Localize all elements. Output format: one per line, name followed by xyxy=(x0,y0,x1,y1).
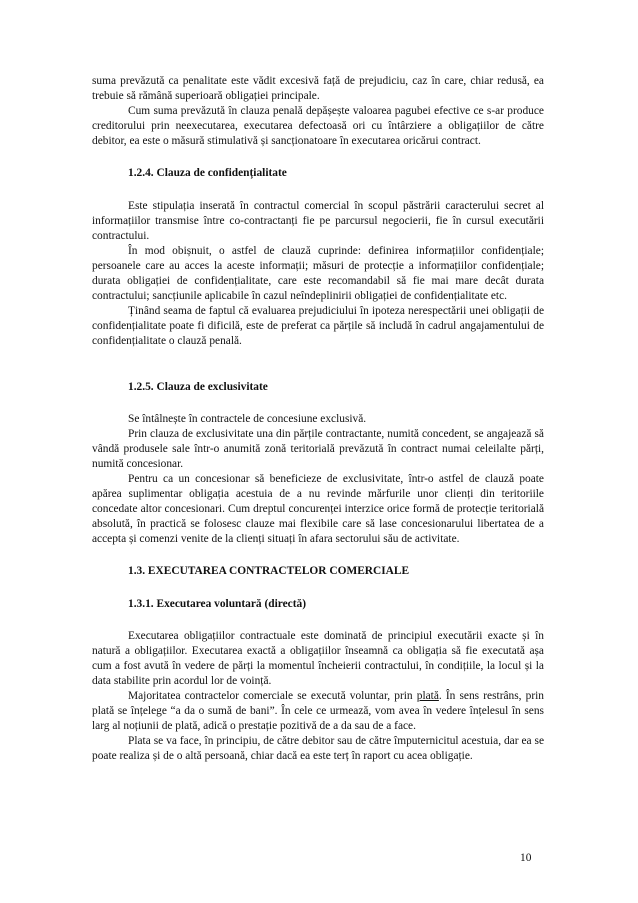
paragraph: Prin clauza de exclusivitate una din părțile contractante, numită concedent, se angajează să vândă produsele sale într-o anumită zonă teritorială prevăzută în contract numai celeilalte părți, numită concesionar. xyxy=(92,427,544,470)
page-number: 10 xyxy=(520,852,532,864)
paragraph: suma prevăzută ca penalitate este vădit excesivă față de prejudiciu, caz în care, chiar redusă, ea trebuie să rămână superioară obligației principale. xyxy=(92,75,544,103)
section-heading-1-2-4: 1.2.4. Clauza de confidențialitate xyxy=(128,167,287,180)
chapter-heading-1-3: 1.3. EXECUTAREA CONTRACTELOR COMERCIALE xyxy=(128,565,410,578)
paragraph: Se întâlnește în contractele de concesiune exclusivă. xyxy=(128,412,367,425)
paragraph xyxy=(92,689,544,734)
paragraph: Pentru ca un concesionar să beneficieze de exclusivitate, într-o astfel de clauză poate apărea suplimentar obligația acestuia de a nu revinde mărfurile unor clienți din teritoriile concedate altor concesionari. Cum dreptul concurenței interzice orice formă de protecție teritorială absolută, în practică se folosesc clauze mai flexibile care să lase concesionarului libertatea de a accepta și comenzi venite de la clienți situați în afara sectorului său de activitate. xyxy=(92,472,544,546)
underlined-term: plată xyxy=(416,690,439,702)
paragraph: Este stipulația inserată în contractul comercial în scopul păstrării caracterului secret al informațiilor transmise între co-contractanți fie pe parcursul negocierii, fie în cursul executării contractului. xyxy=(92,199,544,242)
paragraph: În mod obișnuit, o astfel de clauză cuprinde: definirea informațiilor confidențiale; persoanele care au acces la aceste informații; măsuri de protecție a informațiilor confidențiale; durata obligației de confidențialitate, care este recomandabil să fie mai mare decât durata contractului; sancțiunile aplicabile în cazul neîndeplinirii obligației de confidențialitate etc. xyxy=(92,244,544,303)
section-heading-1-2-5: 1.2.5. Clauza de exclusivitate xyxy=(128,380,268,393)
text-run: . În sens restrâns, prin plată se înțelege “a da o sumă de bani”. În cele ce urmează, vom avea în vedere înțelesul în sens larg al noțiunii de plată, adică o prestație pozitivă de a da sau de a face. xyxy=(92,690,544,733)
paragraph: Plata se va face, în principiu, de către debitor sau de către împuternicitul acestuia, dar ea se poate realiza și de o altă persoană, chiar dacă ea este terț în raport cu acea obligație. xyxy=(92,735,544,763)
document-page xyxy=(92,74,544,764)
section-heading-1-3-1: 1.3.1. Executarea voluntară (directă) xyxy=(128,597,307,610)
text-run: Majoritatea contractelor comerciale se execută voluntar, prin xyxy=(128,690,417,702)
paragraph: Executarea obligațiilor contractuale este dominată de principiul executării exacte și în natură a obligațiilor. Executarea exactă a obligațiilor înseamnă ca obligația să fie executată așa cum a fost avută în vedere de părți la momentul încheierii contractului, în condițiile, la locul și la data stabilite prin acordul lor de voință. xyxy=(92,629,544,687)
paragraph: Ținând seama de faptul că evaluarea prejudiciului în ipoteza nerespectării unei obligații de confidențialitate poate fi dificilă, este de preferat ca părțile să includă în cadrul angajamentului de confidențialitate o clauză penală. xyxy=(92,305,544,348)
paragraph: Cum suma prevăzută în clauza penală depășește valoarea pagubei efective ce s-ar produce creditorului prin neexecutarea, executarea defectoasă ori cu întârziere a obligațiilor de către debitor, ea este o măsură stimulativă și sancționatoare în executarea oricărui contract. xyxy=(92,105,544,148)
